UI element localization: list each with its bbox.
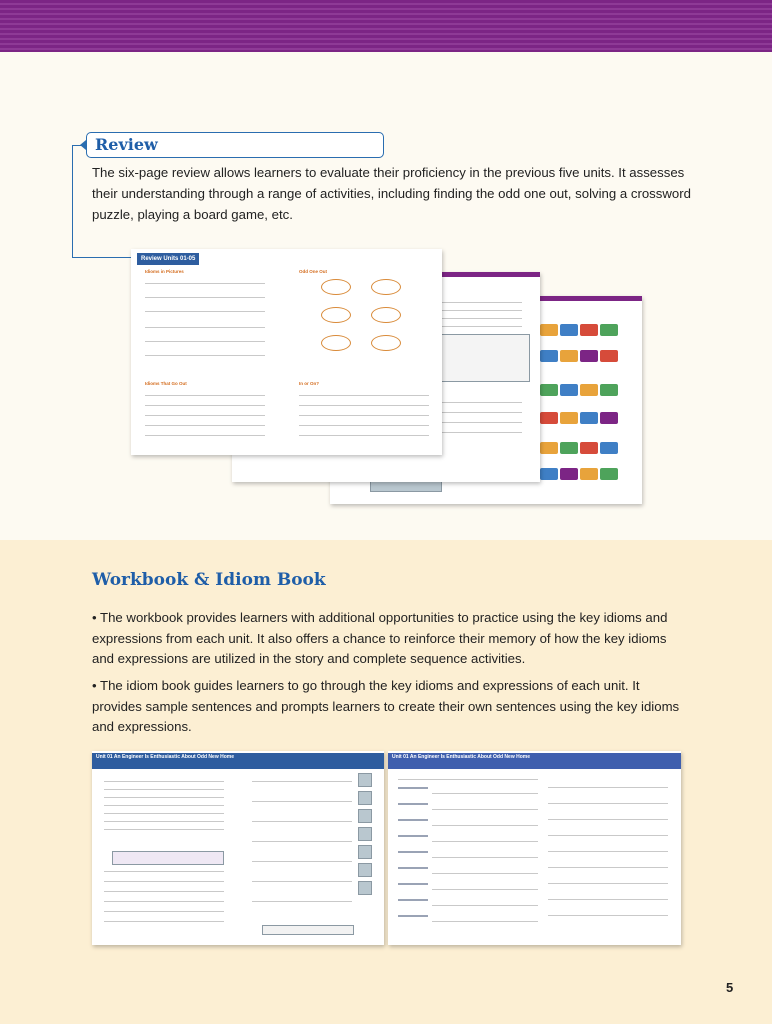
idiom-book-unit: Unit 01: [392, 754, 409, 760]
idiom-book-unit-title: An Engineer Is Enthusiastic About Odd New Home: [409, 754, 530, 760]
workbook-page-left: [92, 751, 384, 945]
workbook-page-header: [92, 753, 384, 769]
workbook-title: Workbook & Idiom Book: [92, 570, 326, 590]
idiom-book-bullet: • The idiom book guides learners to go through the key idioms and expressions of each unit. It provides sample sentences and prompts learners to create their own sentences using the key idioms and expressions.: [92, 678, 680, 734]
review-page-header: Review Units 01-05: [137, 253, 199, 265]
workbook-page-right: [388, 751, 681, 945]
page-number: 5: [726, 980, 734, 995]
review-subheading: Idioms That Go Out: [145, 381, 187, 386]
review-subheading: Idioms in Pictures: [145, 269, 184, 274]
review-heading-box: [86, 132, 384, 158]
workbook-unit-title: An Engineer Is Enthusiastic About Odd New Home: [113, 754, 234, 760]
idiom-book-page-header: [388, 753, 681, 769]
review-description: The six-page review allows learners to evaluate their proficiency in the previous five units. It assesses their understanding through a range of activities, including finding the odd one out, solving a crossword puzzle, playing a board game, etc.: [92, 165, 691, 222]
review-title: Review: [95, 135, 158, 154]
review-page-front: [131, 249, 442, 455]
workbook-bullet: • The workbook provides learners with additional opportunities to practice using the key idioms and expressions from each unit. It also offers a chance to reinforce their memory of how the key idioms and expressions are utilized in the story and complete sequence activities.: [92, 610, 668, 666]
workbook-unit: Unit 01: [96, 754, 113, 760]
top-decorative-band: [0, 0, 772, 52]
review-subheading: Odd One Out: [299, 269, 327, 274]
review-bracket-line: [72, 145, 73, 258]
review-subheading: In or On?: [299, 381, 319, 386]
